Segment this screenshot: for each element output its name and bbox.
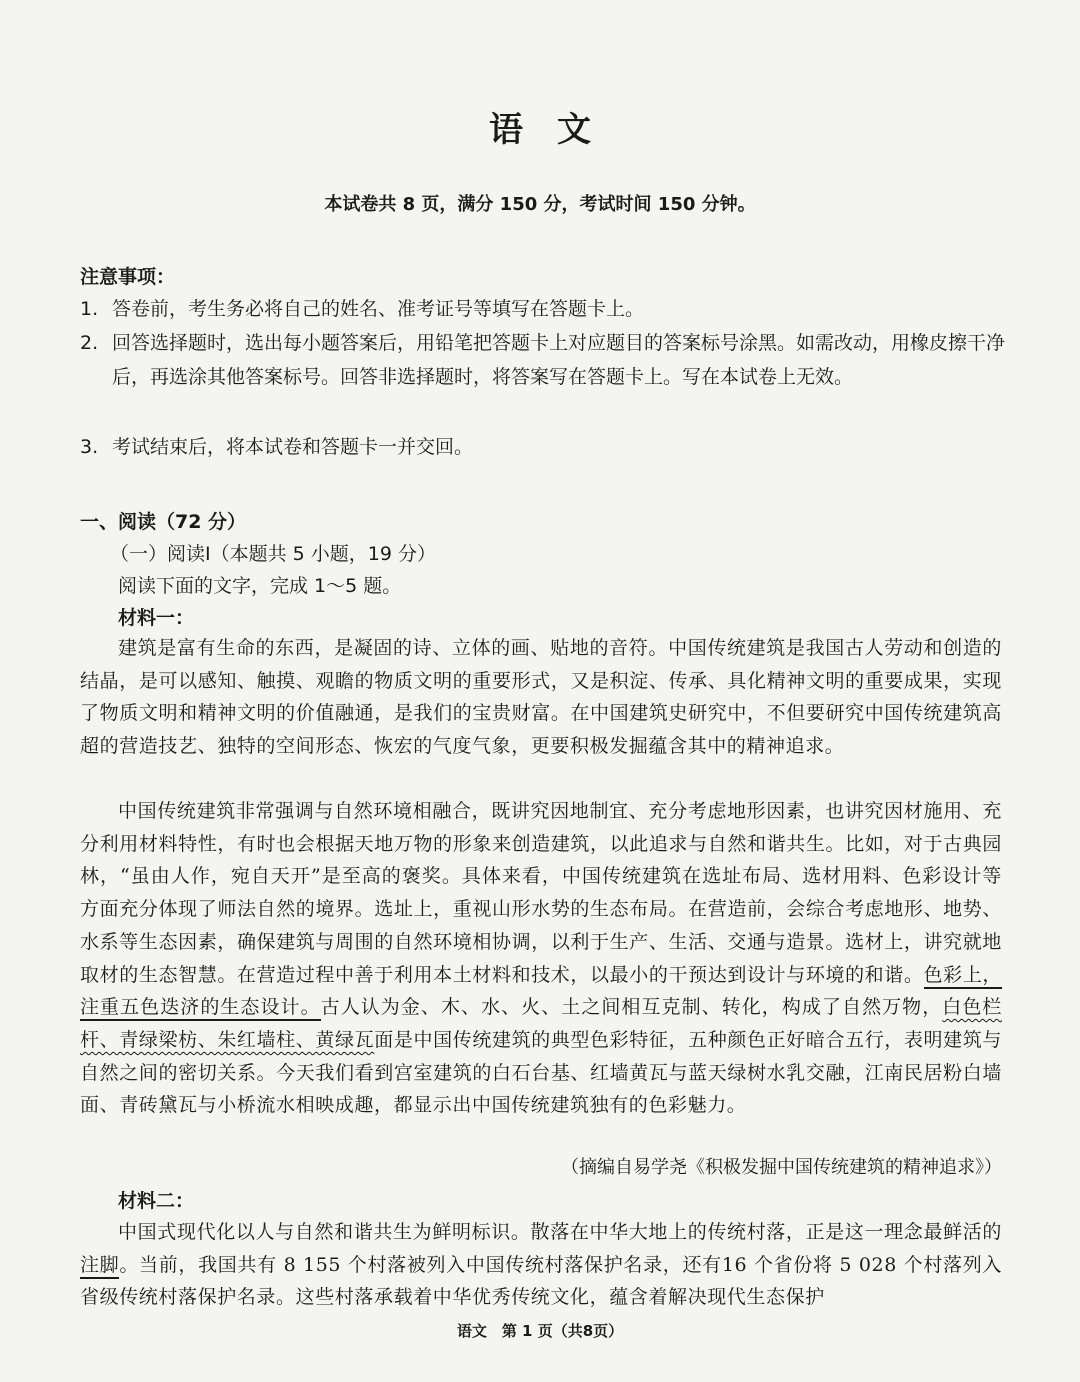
notice-item-text: 答卷前，考生务必将自己的姓名、准考证号等填写在答题卡上。 xyxy=(112,298,645,320)
underlined-word: 注脚 xyxy=(80,1254,119,1279)
notice-heading: 注意事项： xyxy=(80,266,176,288)
notice-item-text: 回答选择题时，选出每小题答案后，用铅笔把答题卡上对应题目的答案标号涂黑。如需改动，用橡皮擦干净后，再选涂其他答案标号。回答非选择题时，将答案写在答题卡上。写在本试卷上无效。 xyxy=(112,332,1006,388)
material-one-paragraph-2 xyxy=(80,795,1002,1122)
material-one-label: 材料一： xyxy=(118,607,195,629)
section-heading: 一、阅读（72 分） xyxy=(80,511,247,533)
paragraph-text: 面是中国传统建筑的典型色彩特征，五种颜色正好暗合五行，表明建筑与自然之间的密切关系。今天我们看到宫室建筑的白石台基、红墙黄瓦与蓝天绿树水乳交融，江南民居粉白墙面、青砖黛瓦与小桥流水相映成趣，都显示出中国传统建筑独有的色彩魅力。 xyxy=(80,1028,1002,1117)
material-one-paragraph-1: 建筑是富有生命的东西，是凝固的诗、立体的画、贴地的音符。中国传统建筑是我国古人劳动和创造的结晶，是可以感知、触摸、观瞻的物质文明的重要形式，又是积淀、传承、具化精神文明的重要成果，实现了物质文明和精神文明的价值融通，是我们的宝贵财富。在中国建筑史研究中，不但要研究中国传统建筑高超的营造技艺、独特的空间形态、恢宏的气度气象，更要积极发掘蕴含其中的精神追求。 xyxy=(80,637,1002,758)
subsection-heading: （一）阅读Ⅰ（本题共 5 小题，19 分） xyxy=(110,543,436,565)
notice-item xyxy=(80,292,1015,326)
material-two-label: 材料二： xyxy=(118,1190,195,1212)
reading-instruction: 阅读下面的文字，完成 1～5 题。 xyxy=(118,575,402,597)
paragraph-text: 。当前，我国共有 8 155 个村落被列入中国传统村落保护名录，还有16 个省份将 5 028 个村落列入省级传统村落保护名录。这些村落承载着中华优秀传统文化，蕴含着解决现代生态保护 xyxy=(80,1253,1002,1309)
notice-item-text: 考试结束后，将本试卷和答题卡一并交回。 xyxy=(112,436,474,458)
paragraph-text: 中国式现代化以人与自然和谐共生为鲜明标识。散落在中华大地上的传统村落，正是这一理念最鲜活的 xyxy=(118,1221,1002,1243)
wavy-underlined-phrase: 白色栏杆、青绿梁枋、朱红墙柱、黄绿瓦 xyxy=(80,996,1002,1051)
notice-item-number: 1. xyxy=(80,298,99,320)
exam-info: 本试卷共 8 页，满分 150 分，考试时间 150 分钟。 xyxy=(324,194,756,215)
material-two-paragraph-1 xyxy=(80,1216,1002,1314)
paragraph-text: 古人认为金、木、水、火、土之间相互克制、转化，构成了自然万物， xyxy=(320,996,943,1019)
notice-item-number: 3. xyxy=(80,436,99,458)
paragraph-text: 中国传统建筑非常强调与自然环境相融合，既讲究因地制宜、充分考虑地形因素，也讲究因材施用、充分利用材料特性，有时也会根据天地万物的形象来创造建筑，以此追求与自然和谐共生。比如，对于古典园林，“虽由人作，宛自天开”是至高的褒奖。具体来看，中国传统建筑在选址布局、选材用料、色彩设计等方面充分体现了师法自然的境界。选址上，重视山形水势的生态布局。在营造前，会综合考虑地形、地势、水系等生态因素，确保建筑与周围的自然环境相协调，以利于生产、生活、交通与造景。选材上，讲究就地取材的生态智慧。在营造过程中善于利用本土材料和技术，以最小的干预达到设计与环境的和谐。 xyxy=(80,800,1002,986)
page-footer: 语文 第 1 页（共8页） xyxy=(456,1322,624,1340)
underlined-sentence: 色彩上，注重五色迭济的生态设计。 xyxy=(80,964,1002,1022)
source-citation: （摘编自易学尧《积极发掘中国传统建筑的精神追求》） xyxy=(561,1157,1002,1178)
notice-item xyxy=(80,326,1015,394)
notice-item xyxy=(80,430,1015,464)
notice-item-number: 2. xyxy=(80,332,99,354)
page-title: 语文 xyxy=(489,110,625,150)
